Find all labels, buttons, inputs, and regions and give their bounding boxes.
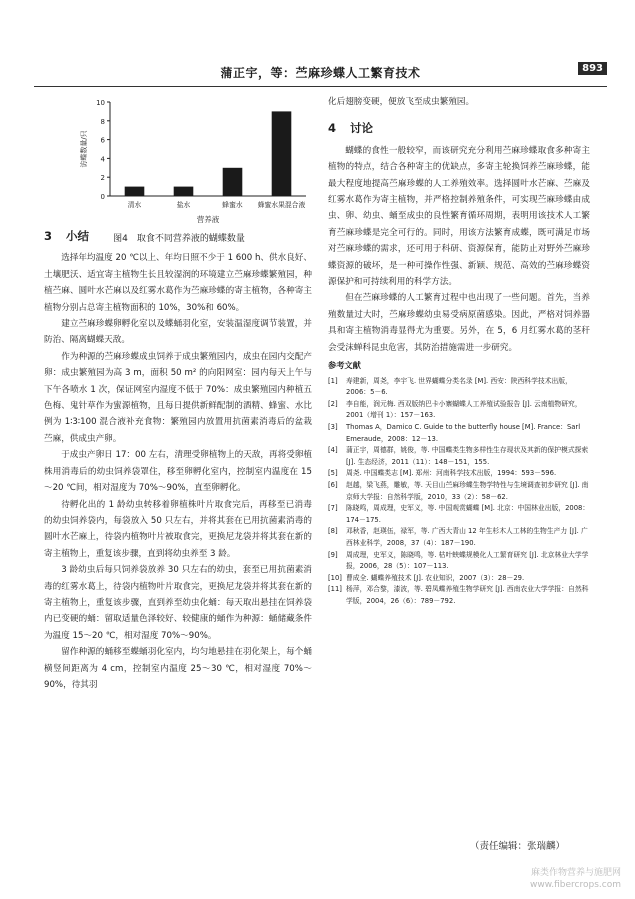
reference-item bbox=[328, 399, 590, 422]
figure-4 bbox=[44, 92, 314, 244]
bar bbox=[125, 187, 145, 196]
reference-number: [3] bbox=[328, 423, 338, 432]
page-number: 893 bbox=[578, 62, 607, 75]
paragraph: 建立苎麻珍蝶卵孵化室以及蝶蛹羽化室，安装温湿度调节装置，并防治、隔离蝴蝶天敌。 bbox=[44, 319, 312, 346]
reference-number: [6] bbox=[328, 481, 338, 490]
reference-number: [11] bbox=[328, 585, 342, 594]
reference-item bbox=[328, 376, 590, 399]
responsible-editor: （责任编辑：张瑞麟） bbox=[470, 841, 566, 852]
watermark-url: www.fibercrops.com bbox=[530, 880, 621, 890]
figure-caption: 图4 取食不同营养液的蝴蝶数量 bbox=[113, 234, 245, 244]
reference-number: [2] bbox=[328, 399, 338, 408]
watermark bbox=[530, 867, 621, 891]
reference-number: [10] bbox=[328, 573, 342, 582]
running-title: 蒲正宇，等：苎麻珍蝶人工繁育技术 bbox=[220, 66, 421, 80]
y-tick-label: 6 bbox=[100, 136, 105, 145]
y-tick-label: 10 bbox=[96, 99, 105, 107]
references-heading: 参考文献 bbox=[328, 360, 361, 371]
reference-number: [5] bbox=[328, 469, 338, 478]
x-tick-label: 清水 bbox=[127, 201, 142, 209]
reference-text: Thomas A，Damico C. Guide to the butterfly house [M]. France：Sarl Emeraude，2008：12－13. bbox=[346, 423, 581, 443]
reference-item bbox=[328, 550, 590, 573]
paragraph: 留作种源的蛹移至蝶蛹羽化室内，均匀地悬挂在羽化架上，每个蛹横竖间距离为 4 cm，控制室内温度 25～30 ℃，相对湿度 70%～90%，待其羽 bbox=[44, 647, 312, 690]
reference-text: 邓秋香，赵瑛伍，禄军，等. 广西大青山 12 年生杉木人工林的生物生产力 [J]. 广西林业科学，2008，37（4）：187－190. bbox=[346, 527, 588, 547]
x-tick-label: 盐水 bbox=[176, 201, 191, 209]
reference-text: 陈晓鸣，周成理，史军义，等. 中国观赏蝴蝶 [M]. 北京：中国林业出版，2008：174－175. bbox=[346, 504, 590, 524]
reference-item bbox=[328, 468, 590, 480]
y-tick-label: 4 bbox=[100, 155, 105, 164]
watermark-line: 麻类作物营养与施肥网 bbox=[530, 868, 621, 878]
paragraph: 待孵化出的 1 龄幼虫转移着卵植株叶片取食完后，再移至已消毒的幼虫饲养袋内，每袋放入 50 只左右，并将其套在已用抗菌素消毒的圆叶水芒麻上，待袋内植物叶片被取食完，更换尼龙袋并将其套在新的寄主植物上，重复该步骤，直到将幼虫养至 3 龄。 bbox=[44, 499, 312, 559]
x-axis-label: 营养液 bbox=[196, 215, 220, 224]
right-column bbox=[328, 94, 590, 608]
y-tick-label: 0 bbox=[100, 193, 105, 201]
reference-text: 曹成全. 蝴蝶养殖技术 [J]. 农业知识，2007（3）：28－29. bbox=[346, 573, 525, 582]
section-title: 讨论 bbox=[350, 121, 374, 136]
paragraph: 蝴蝶的食性一般较窄，而该研究充分利用苎麻珍蝶取食多种寄主植物的特点，结合各种寄主的优缺点，多寄主轮换饲养苎麻珍蝶，能最大程度地提高苎麻珍蝶的人工养殖效率。选择圆叶水芒麻、苎麻及红雾水葛作为寄主植物，并严格控制养殖条件，可实现苎麻珍蝶由成虫、卵、幼虫、蛹至成虫的良性繁育循环周期，表明用该技术人工繁育苎麻珍蝶是完全可行的。同时，用该方法繁育成蝶，既可满足市场对苎麻珍蝶的需求，还可用于科研、资源保育，能防止对野外苎麻珍蝶资源的破坏，是一种可操作性强、新颖、规范、高效的苎麻珍蝶资源保护和可持续利用的科学方法。 bbox=[328, 145, 590, 288]
section-3-heading bbox=[44, 228, 312, 244]
reference-text: 周尧. 中国蝶类志 [M]. 郑州：河南科学技术出版，1994：593－596. bbox=[346, 469, 557, 478]
section-number: 3 bbox=[44, 229, 53, 243]
reference-item bbox=[328, 422, 590, 445]
section-number: 4 bbox=[328, 121, 337, 136]
y-tick-label: 2 bbox=[100, 174, 105, 183]
paragraph: 选择年均温度 20 ℃以上、年均日照不少于 1 600 h、供水良好、土壤肥沃、适宜寄主植物生长且较湿润的环境建立苎麻珍蝶繁殖园，种植苎麻、圆叶水芒麻以及红雾水葛作为苎麻珍蝶的寄主植物，各种寄主植物分别占总寄主植物面积的 10%，30%和 60%。 bbox=[44, 253, 312, 313]
paragraph: 于成虫产卵日 17：00 左右，清理受卵植物上的天敌，再将受卵植株用消毒后的幼虫饲养袋罩住，移至卵孵化室内，控制室内温度在 15～20 ℃间，相对湿度为 70%～90%，直至卵孵化。 bbox=[44, 450, 312, 494]
references bbox=[328, 360, 590, 607]
paragraph: 作为种源的苎麻珍蝶成虫饲养于成虫繁殖园内，成虫在园内交配产卵：成虫繁殖园为高 3 m，面积 50 m² 的向阳网室：园内每天上午与下午各喷水 1 次，保证网室内湿度不低于 70%：成虫繁殖园内种植五色梅、鬼针草作为蜜源植物，且每日提供新鲜配制的酒精、蜂蜜、水比例为 1∶3∶100 混合液补充食物：繁殖园内放置用抗菌素消毒后的盆栽苎麻，供成虫产卵。 bbox=[44, 351, 312, 444]
bar bbox=[223, 168, 243, 196]
reference-item bbox=[328, 584, 590, 607]
reference-number: [7] bbox=[328, 504, 338, 513]
reference-number: [9] bbox=[328, 550, 338, 559]
reference-number: [4] bbox=[328, 446, 338, 455]
x-tick-label: 蜂蜜水 bbox=[222, 201, 243, 209]
reference-text: 李自能，润元梅. 西双版纳巴卡小寨蝴蝶人工养殖试验报告 [J]. 云南植物研究，2001（增刊 1）：157－163. bbox=[346, 399, 582, 420]
left-column bbox=[44, 228, 312, 693]
reference-item bbox=[328, 573, 590, 585]
paragraph: 3 龄幼虫后每只饲养袋放养 30 只左右的幼虫，套至已用抗菌素消毒的红雾水葛上，待袋内植物叶片取食完，更换尼龙袋并将其套在新的寄主植物上，重复该步骤，直到养至幼虫化蛹：每天取出悬挂在饲养袋内已变硬的蛹：留取适量色泽较好、较健康的蛹作为种源：蛹储藏条件为温度 15～20 ℃，相对湿度 70%～90%。 bbox=[44, 565, 312, 641]
bar bbox=[272, 111, 292, 196]
reference-text: 杨萍，邓合黎，漆波，等. 碧凤蝶养殖生物学研究 [J]. 西南农业大学学报：自然科学版，2004，26（6）：789－792. bbox=[346, 585, 589, 605]
y-tick-label: 8 bbox=[100, 117, 105, 126]
reference-item bbox=[328, 445, 590, 468]
reference-number: [8] bbox=[328, 527, 338, 536]
bar bbox=[174, 187, 194, 196]
reference-item bbox=[328, 480, 590, 503]
running-header bbox=[34, 62, 607, 87]
reference-text: 周成理，史军义，陈晓鸣，等. 枯叶蛱蝶规模化人工繁育研究 [J]. 北京林业大学学报，2006，28（5）：107－113. bbox=[346, 550, 589, 571]
reference-number: [1] bbox=[328, 376, 338, 385]
section-4-heading bbox=[328, 120, 590, 136]
reference-text: 寿建新，周尧，李宇飞. 世界蝴蝶分类名录 [M]. 西安：陕西科学技术出版，2006：5－6. bbox=[346, 376, 572, 397]
paragraph: 化后翅膀变硬，便放飞至成虫繁殖园。 bbox=[328, 97, 475, 107]
y-axis-label: 访蝶数量/只 bbox=[80, 130, 88, 168]
section-title: 小结 bbox=[66, 229, 90, 243]
paragraph: 但在苎麻珍蝶的人工繁育过程中也出现了一些问题。首先，当养殖数量过大时，苎麻珍蝶幼虫易受病原菌感染。因此，严格对饲养器具和寄主植物消毒显得尤为重要。另外，在 5，6 月红雾水葛的茎秆会受沫蝉科昆虫危害，其防治措施需进一步研究。 bbox=[328, 293, 590, 353]
reference-list bbox=[328, 376, 590, 608]
x-tick-label: 蜂蜜水果混合液 bbox=[257, 201, 306, 209]
reference-text: 蒲正宇，周德群，姚俊，等. 中国蝶类生物多样性生存现状及其新的保护模式探索 [J]. 生态经济，2011（11）：148－151，155. bbox=[346, 446, 589, 466]
bar-chart bbox=[44, 92, 314, 228]
reference-item bbox=[328, 526, 590, 549]
reference-item bbox=[328, 503, 590, 526]
reference-text: 赵越，梁飞燕，雕敏，等. 天目山苎麻珍蝶生物学特性与生境调查初步研究 [J]. 南京师大学报：自然科学版，2010，33（2）：58－62. bbox=[346, 481, 589, 501]
